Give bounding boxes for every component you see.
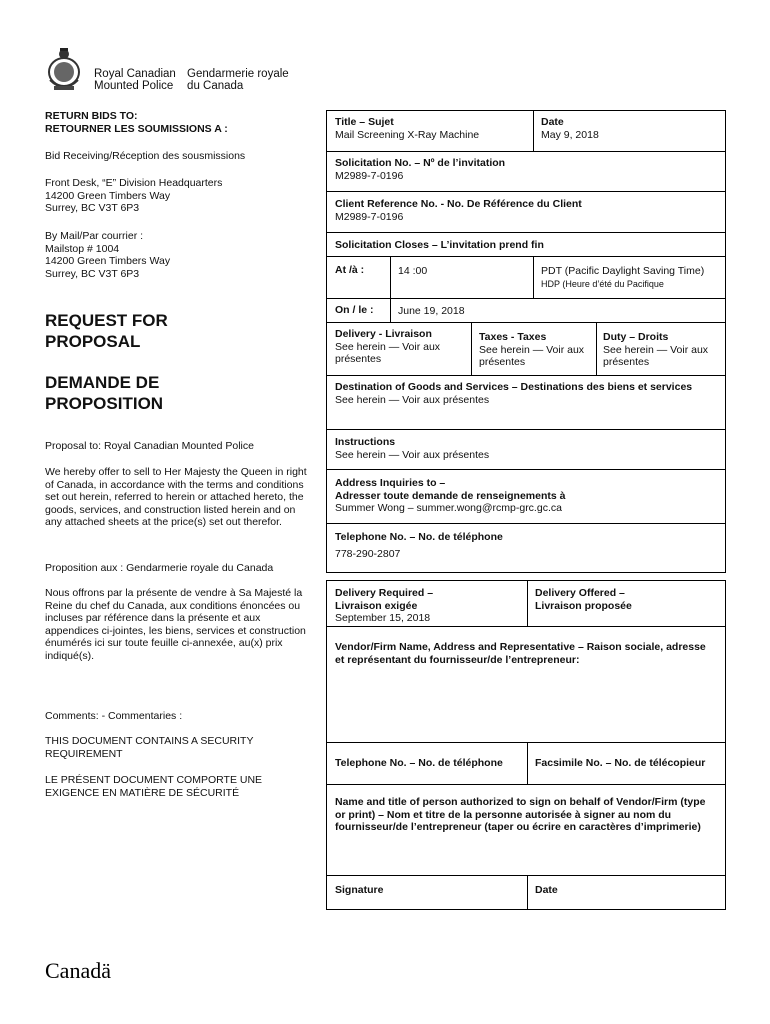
title-field xyxy=(330,113,530,144)
vendor-phone-field[interactable]: Telephone No. – No. de téléphone xyxy=(335,757,503,769)
return-bids-block xyxy=(45,110,310,135)
solicitation-field xyxy=(330,154,720,185)
delivery-required-label-1: Delivery Required – xyxy=(335,587,434,599)
front-desk-line2: 14200 Green Timbers Way xyxy=(45,189,171,202)
delivery-offered-field[interactable] xyxy=(530,584,720,615)
inquiries-field xyxy=(330,474,720,518)
phone-value: 778-290-2807 xyxy=(335,547,401,560)
front-desk-line1: Front Desk, “E” Division Headquarters xyxy=(45,177,223,189)
date-label: Date xyxy=(541,116,564,128)
authorized-person-field[interactable]: Name and title of person authorized to sign on behalf of Vendor/Firm (type or print) – Nom et titre de la personne autorisée à signer au nom du fournisseur/de l’entrepreneur (taper ou écrire en caractères d’imprimerie) xyxy=(335,796,706,833)
title-label: Title – Sujet xyxy=(335,116,394,128)
instructions-value: See herein — Voir aux présentes xyxy=(335,448,490,461)
date-value: May 9, 2018 xyxy=(541,128,599,141)
inquiries-label-1: Address Inquiries to – xyxy=(335,477,446,489)
signature-field[interactable]: Signature xyxy=(335,884,384,896)
instructions-label: Instructions xyxy=(335,436,396,448)
fax-field[interactable]: Facsimile No. – No. de télécopieur xyxy=(535,757,706,769)
delivery-offered-label-1: Delivery Offered – xyxy=(535,587,625,599)
delivery-value: See herein — Voir aux présentes xyxy=(335,340,441,365)
destination-label: Destination of Goods and Services – Destinations des biens et services xyxy=(335,381,693,393)
date-field xyxy=(536,113,721,144)
comments-label: Comments: - Commentaries : xyxy=(45,710,183,722)
inquiries-label-2: Adresser toute demande de renseignements à xyxy=(335,489,566,502)
return-bids-fr: RETOURNER LES SOUMISSIONS A : xyxy=(45,122,228,135)
front-desk-address xyxy=(45,177,310,215)
timezone-fr: HDP (Heure d’été du Pacifique xyxy=(541,278,664,289)
mail-line1: By Mail/Par courrier : xyxy=(45,230,144,242)
timezone xyxy=(536,262,724,293)
ddp-heading-line1: DEMANDE DE xyxy=(45,373,160,392)
timezone-en: PDT (Pacific Daylight Saving Time) xyxy=(541,265,705,277)
mail-address xyxy=(45,230,310,280)
taxes-label: Taxes - Taxes xyxy=(479,331,547,343)
at-value: 14 :00 xyxy=(398,265,428,277)
mail-line4: Surrey, BC V3T 6P3 xyxy=(45,267,140,280)
org-name-en-line1: Royal Canadian xyxy=(94,68,176,80)
client-ref-value: M2989-7-0196 xyxy=(335,210,404,223)
client-ref-label: Client Reference No. - No. De Référence du Client xyxy=(335,198,582,210)
instructions-field xyxy=(330,433,720,464)
closes-label: Solicitation Closes – L’invitation prend fin xyxy=(335,239,544,251)
organization-name xyxy=(94,68,297,92)
vendor-form-box xyxy=(326,580,726,910)
org-name-en-line2: Mounted Police xyxy=(94,80,174,92)
security-fr: LE PRÉSENT DOCUMENT COMPORTE UNE EXIGENCE EN MATIÈRE DE SÉCURITÉ xyxy=(45,774,263,799)
rfp-heading xyxy=(45,310,310,352)
delivery-required-value: September 15, 2018 xyxy=(335,612,431,624)
duty-field xyxy=(598,328,726,372)
client-ref-field xyxy=(330,195,720,226)
mail-line3: 14200 Green Timbers Way xyxy=(45,255,171,267)
security-en: THIS DOCUMENT CONTAINS A SECURITY REQUIREMENT xyxy=(45,735,254,760)
delivery-label: Delivery - Livraison xyxy=(335,328,432,340)
destination-value: See herein — Voir aux présentes xyxy=(335,393,490,406)
front-desk-line3: Surrey, BC V3T 6P3 xyxy=(45,202,140,214)
solicitation-value: M2989-7-0196 xyxy=(335,169,404,182)
rcmp-crest-icon xyxy=(44,44,84,92)
mail-line2: Mailstop # 1004 xyxy=(45,242,120,255)
duty-label: Duty – Droits xyxy=(603,331,669,343)
rfp-heading-line2: PROPOSAL xyxy=(45,332,141,351)
proposal-to: Proposal to: Royal Canadian Mounted Police xyxy=(45,440,254,452)
duty-value: See herein — Voir aux présentes xyxy=(603,343,709,368)
canada-wordmark: Canadä xyxy=(45,958,111,983)
ddp-heading-line2: PROPOSITION xyxy=(45,394,164,413)
phone-field xyxy=(330,528,720,563)
bid-receiving: Bid Receiving/Réception des sousmissions xyxy=(45,150,246,162)
signature-date-field[interactable]: Date xyxy=(535,884,558,896)
vendor-field[interactable]: Vendor/Firm Name, Address and Representative – Raison sociale, adresse et représentant du fournisseur/de l’entrepreneur: xyxy=(335,641,706,666)
taxes-field xyxy=(474,328,594,372)
ddp-heading xyxy=(45,372,310,414)
delivery-required-field xyxy=(330,584,525,628)
inquiries-value: Summer Wong – summer.wong@rcmp-grc.gc.ca xyxy=(335,502,562,514)
offer-text-fr: Nous offrons par la présente de vendre à Sa Majesté la Reine du chef du Canada, aux conditions énoncées ou incluses par référence dans la présente et aux appendices ci-jointes, les biens, services et construction énumérés ici sur toute feuille ci-annexée, au(x) prix indiqué(s). xyxy=(45,587,306,662)
org-name-fr-line1: Gendarmerie royale xyxy=(187,68,289,80)
offer-text-en: We hereby offer to sell to Her Majesty the Queen in right of Canada, in accordance with the terms and conditions set out herein, referred to herein or attached hereto, the goods, services, and construction listed herein and on any attached sheets at the price(s) set out therefor. xyxy=(45,466,307,528)
at-label: At /à : xyxy=(335,264,365,276)
destination-field xyxy=(330,378,720,409)
phone-label: Telephone No. – No. de téléphone xyxy=(335,531,503,543)
org-name-fr-line2: du Canada xyxy=(187,80,244,92)
rfp-heading-line1: REQUEST FOR xyxy=(45,311,168,330)
delivery-required-label-2: Livraison exigée xyxy=(335,599,418,612)
delivery-field xyxy=(330,325,470,369)
proposition-aux: Proposition aux : Gendarmerie royale du Canada xyxy=(45,562,274,574)
title-value: Mail Screening X-Ray Machine xyxy=(335,128,480,141)
on-label: On / le : xyxy=(335,304,374,316)
return-bids-en: RETURN BIDS TO: xyxy=(45,110,138,122)
on-value: June 19, 2018 xyxy=(398,305,465,317)
solicitation-label: Solicitation No. – Nº de l’invitation xyxy=(335,157,506,169)
taxes-value: See herein — Voir aux présentes xyxy=(479,343,585,368)
delivery-offered-label-2: Livraison proposée xyxy=(535,599,632,612)
